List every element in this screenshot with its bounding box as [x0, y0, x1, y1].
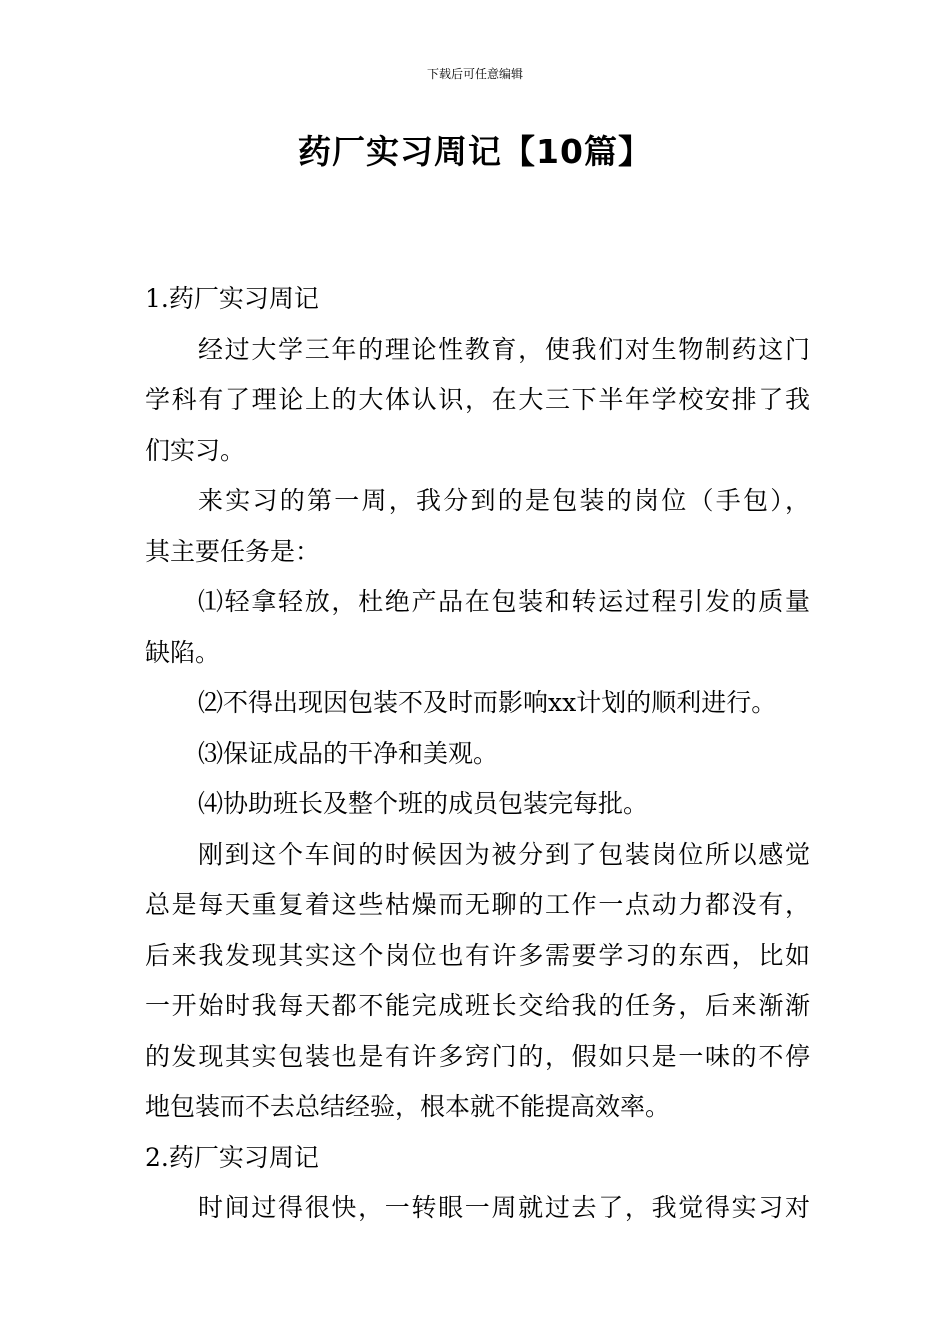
- paragraph-line: 们实习。: [145, 435, 246, 465]
- paragraph-line: 经过大学三年的理论性教育，使我们对生物制药这门: [198, 334, 810, 364]
- paragraph-line: 一开始时我每天都不能完成班长交给我的任务，后来渐渐: [145, 991, 810, 1020]
- list-item-line: ⑷协助班长及整个班的成员包装完每批。: [198, 789, 649, 818]
- paragraph-line: 其主要任务是：: [145, 536, 321, 566]
- list-item-line: ⑴轻拿轻放，杜绝产品在包装和转运过程引发的质量: [198, 587, 810, 616]
- section-heading: 1.药厂实习周记: [145, 284, 319, 313]
- list-item-line: ⑵不得出现因包装不及时而影响xx计划的顺利进行。: [198, 688, 777, 717]
- paragraph-line: 地包装而不去总结经验，根本就不能提高效率。: [145, 1092, 671, 1121]
- paragraph-line: 刚到这个车间的时候因为被分到了包装岗位所以感觉: [198, 839, 810, 869]
- paragraph-line: 学科有了理论上的大体认识，在大三下半年学校安排了我: [145, 385, 810, 414]
- paragraph-line: 后来我发现其实这个岗位也有许多需要学习的东西，比如: [145, 940, 810, 970]
- section-heading: 2.药厂实习周记: [145, 1142, 319, 1172]
- paragraph-line: 来实习的第一周，我分到的是包装的岗位（手包），: [198, 486, 810, 515]
- paragraph-line: 的发现其实包装也是有许多窍门的，假如只是一味的不停: [145, 1041, 810, 1071]
- header-note: 下载后可任意编辑: [426, 67, 523, 81]
- paragraph-line: 总是每天重复着这些枯燥而无聊的工作一点动力都没有，: [145, 890, 810, 919]
- document-body: [145, 274, 810, 1234]
- list-item-line: 缺陷。: [145, 637, 221, 667]
- list-item-line: ⑶保证成品的干净和美观。: [198, 738, 499, 768]
- paragraph-line: 时间过得很快，一转眼一周就过去了，我觉得实习对: [198, 1193, 810, 1222]
- document-title: 药厂实习周记【10篇】: [298, 132, 652, 171]
